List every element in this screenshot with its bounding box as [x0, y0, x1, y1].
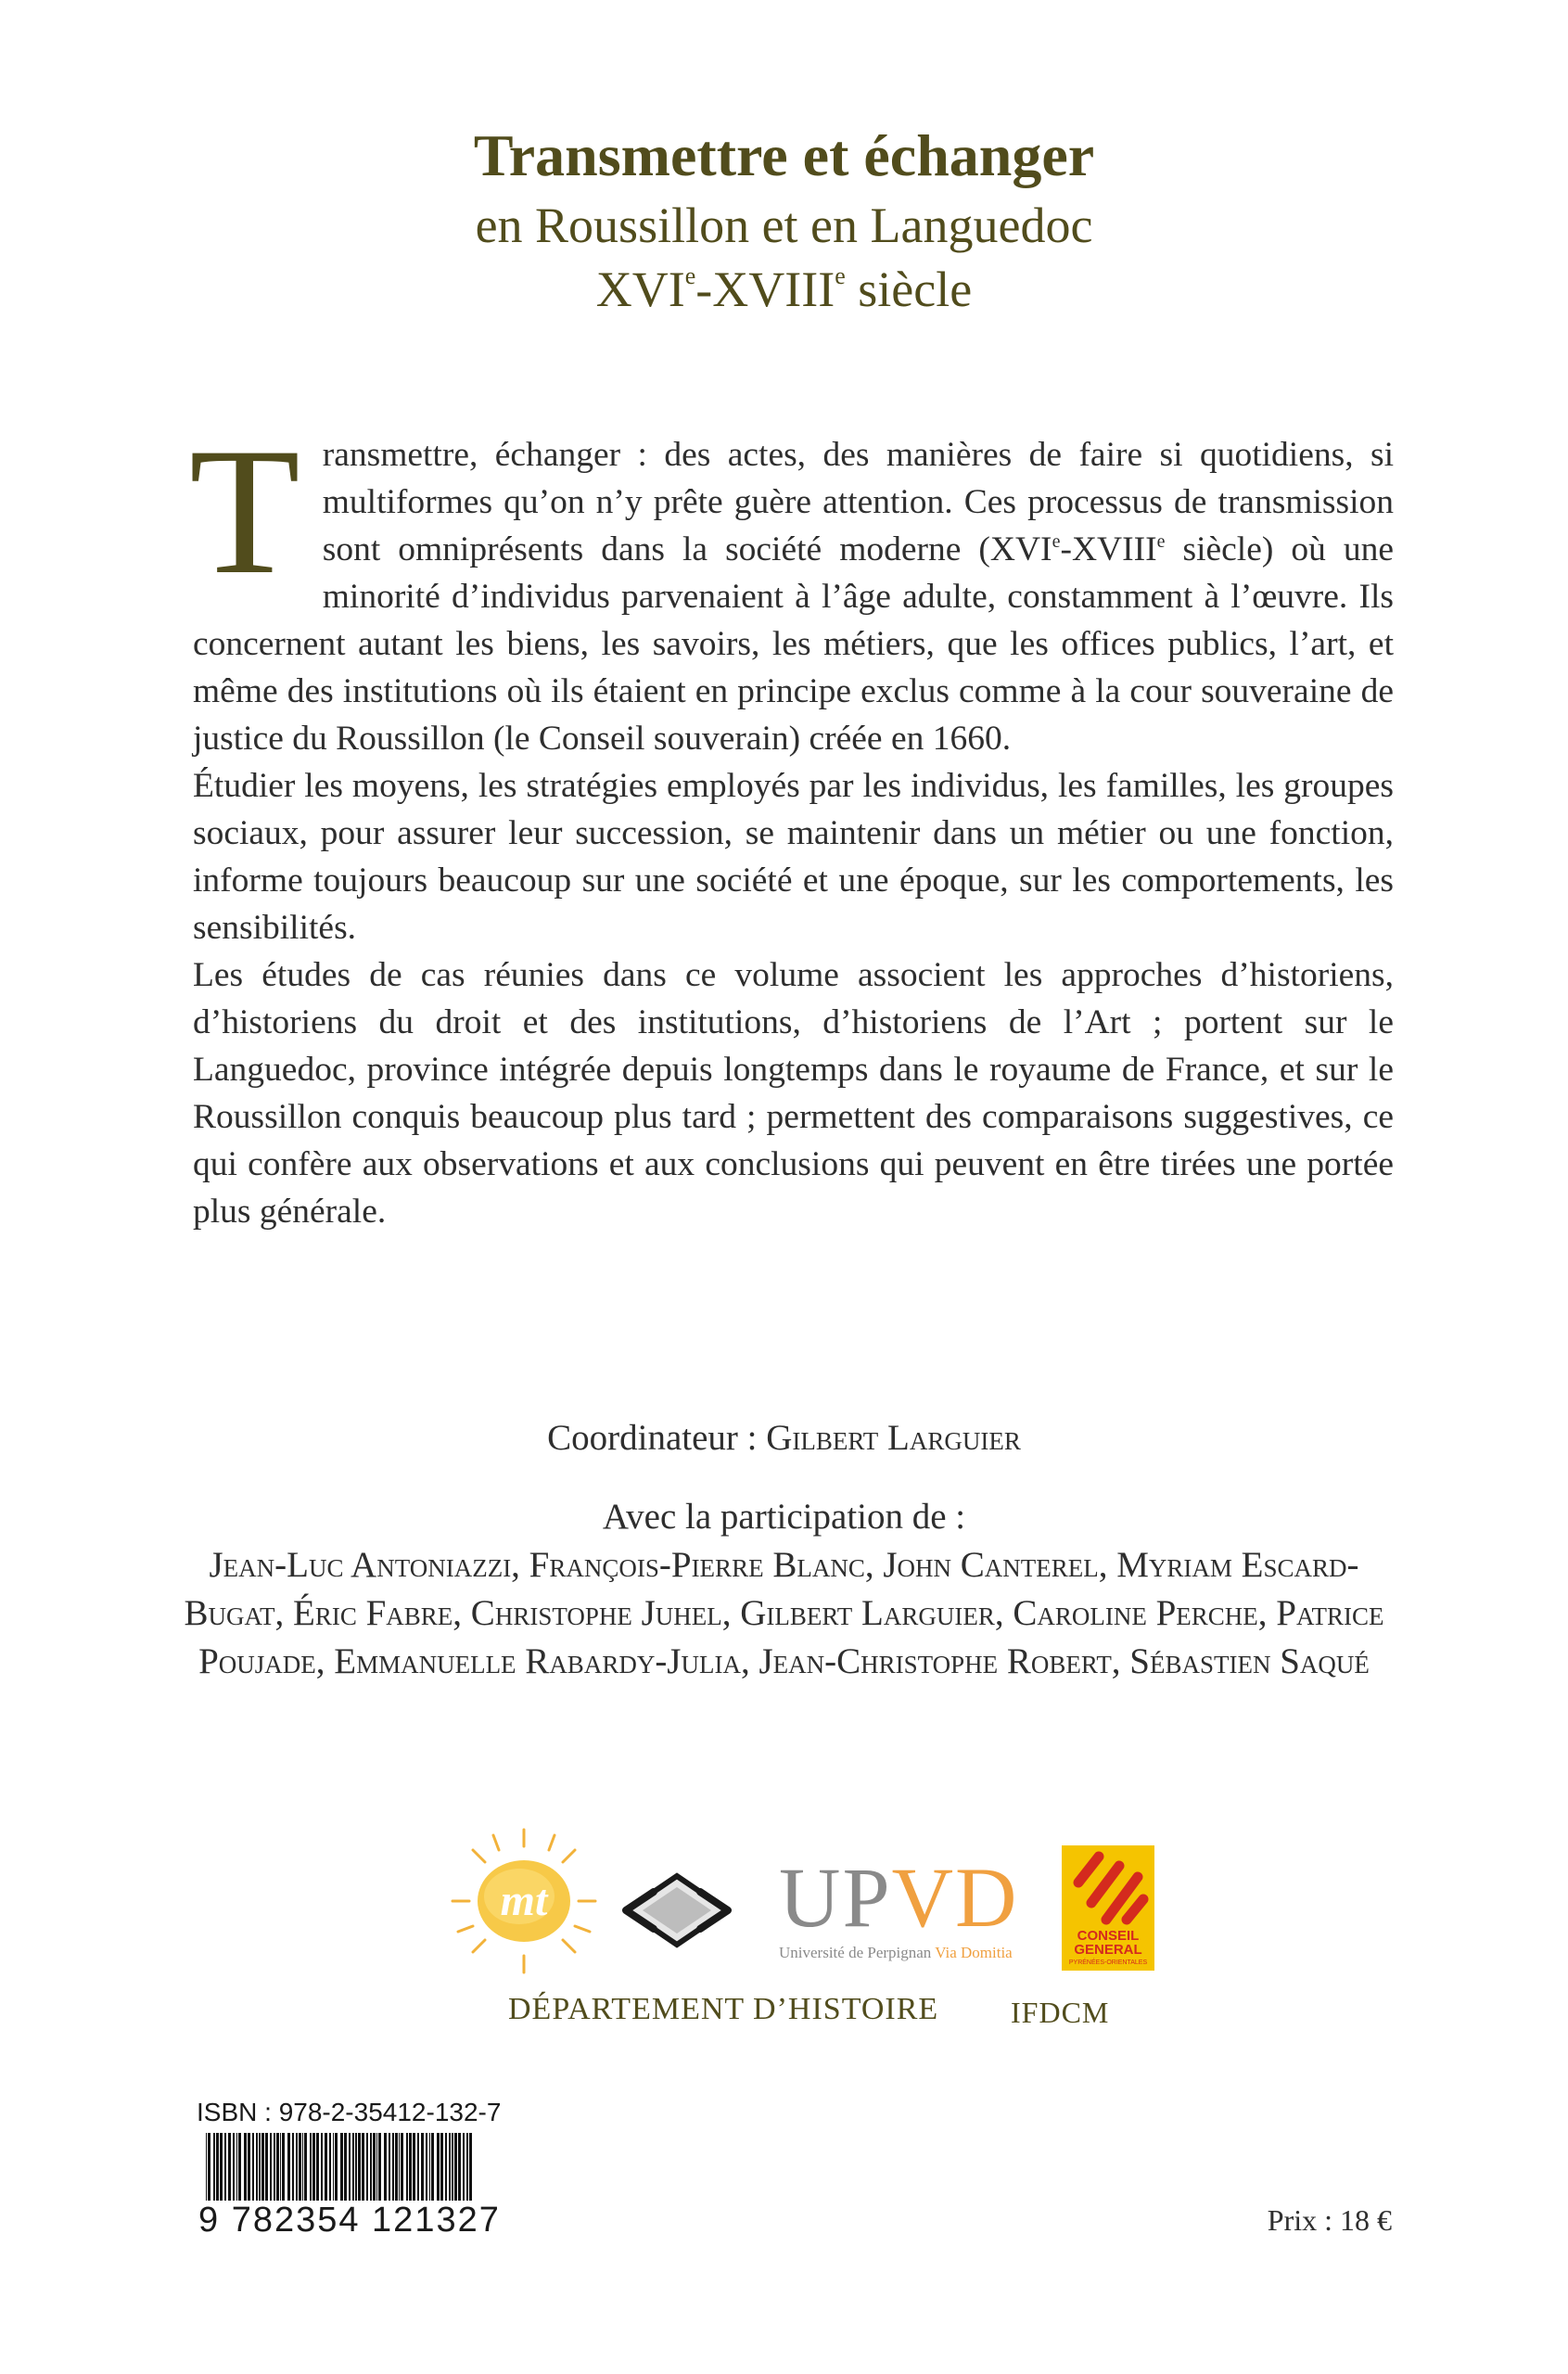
book-period: [0, 258, 1568, 321]
book-subtitle: en Roussillon et en Languedoc: [475, 198, 1093, 253]
upvd-sub-a: Université de Perpignan: [779, 1944, 936, 1961]
upvd-logo: [779, 1850, 1020, 1962]
conseil-general-logo: [1062, 1845, 1154, 1971]
upvd-subtitle: [779, 1944, 1020, 1962]
ifdcm-label: IFDCM: [1011, 1996, 1110, 2029]
cg-line1: CONSEIL: [1077, 1928, 1140, 1944]
mt-logo-text: mt: [500, 1876, 548, 1925]
drop-cap: T: [189, 411, 300, 612]
upvd-wordmark: [779, 1850, 1020, 1945]
upvd-up: UP: [779, 1850, 892, 1945]
weave-logo: [617, 1869, 737, 1952]
coordinator-line: [0, 1414, 1568, 1462]
isbn-text: ISBN : 978-2-35412-132-7: [197, 2098, 502, 2126]
blurb-paragraph-1: [189, 411, 1395, 762]
p1-sup2: e: [1156, 531, 1166, 552]
blurb-paragraph-2: Étudier les moyens, les stratégies employés par les individus, les familles, les groupes sociaux, pour assurer leur succession, se maintenir dans un métier ou une fonction, informe toujours beaucoup sur une société et une époque, sur les comportements, les sensibilités.: [193, 767, 1394, 947]
mt-sun-logo: [445, 1822, 603, 1980]
cg-line3: PYRÉNÉES-ORIENTALES: [1068, 1959, 1148, 1966]
p1-end: siècle) où une minorité d’individus parvenaient à l’âge adulte, constamment à l’œuvre. Ils concernent autant les biens, les savoirs, les métiers, que les offices publics, l’art, et même des institutions où ils étaient en principe exclus comme à la cour souveraine de justice du Roussillon (le Conseil souverain) créée en 1660.: [193, 530, 1395, 758]
p1-start: ransmettre, échanger : des actes, des manières de faire si quotidiens, si multiformes qu’on n’y prête guère attention. Ces processus de transmission sont omniprésents dans la société moderne (XVI: [322, 436, 1394, 568]
coordinator-name: Gilbert Larguier: [766, 1418, 1021, 1458]
upvd-vd: VD: [891, 1850, 1019, 1945]
department-label: DÉPARTEMENT D’HISTOIRE: [508, 1992, 939, 2026]
coordinator-label: Coordinateur :: [547, 1418, 767, 1458]
period-start-sup: e: [684, 262, 696, 289]
book-title: Transmettre et échanger: [473, 122, 1095, 188]
period-start: XVI: [595, 262, 685, 317]
price: Prix : 18 €: [1267, 2203, 1392, 2237]
p1-sup1: e: [1052, 531, 1061, 552]
blurb: [189, 411, 1395, 1235]
title-block: [0, 119, 1568, 321]
period-end-sup: e: [835, 262, 846, 289]
period-sep: -XVIII: [695, 262, 835, 317]
participants-list: Jean-Luc Antoniazzi, François-Pierre Blanc, John Canterel, Myriam Escard-Bugat, Éric Fabre, Christophe Juhel, Gilbert Larguier, Caroline Perche, Patrice Poujade, Emmanuelle Rabardy-Julia, Jean-Christophe Robert, Sébastien Saqué: [184, 1545, 1384, 1681]
cg-line2: GENERAL: [1074, 1942, 1142, 1958]
period-suffix: siècle: [845, 262, 973, 317]
blurb-paragraph-3: Les études de cas réunies dans ce volume associent les approches d’historiens, d’historiens du droit et des institutions, d’historiens de l’Art ; portent sur le Languedoc, province intégrée depuis longtemps dans le royaume de France, et sur le Roussillon conquis beaucoup plus tard ; permettent des comparaisons suggestives, ce qui confère aux observations et aux conclusions qui peuvent en être tirées une portée plus générale.: [193, 956, 1394, 1231]
barcode-digits: 9 782354 121327: [198, 2201, 501, 2240]
upvd-sub-b: Via Domitia: [935, 1944, 1013, 1961]
participation-label: Avec la participation de :: [602, 1497, 966, 1537]
p1-mid: -XVIII: [1060, 530, 1157, 568]
